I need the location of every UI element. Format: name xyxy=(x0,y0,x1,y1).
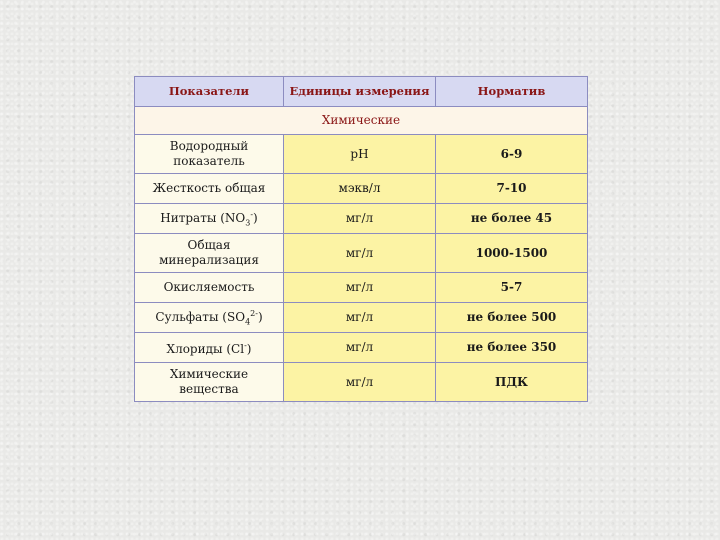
row-unit: pH xyxy=(284,135,436,174)
table-row xyxy=(135,303,588,333)
table-row xyxy=(135,174,588,204)
row-name-superscript: 2- xyxy=(250,308,258,318)
section-title: Химические xyxy=(135,107,588,135)
row-name xyxy=(135,333,284,363)
row-norm: 1000-1500 xyxy=(436,234,588,273)
row-unit: мг/л xyxy=(284,333,436,363)
row-norm: 6-9 xyxy=(436,135,588,174)
row-unit: мэкв/л xyxy=(284,174,436,204)
table-row xyxy=(135,333,588,363)
table-row xyxy=(135,273,588,303)
row-unit: мг/л xyxy=(284,303,436,333)
row-name-main: Сульфаты (SO xyxy=(155,309,246,324)
row-name xyxy=(135,303,284,333)
row-norm: 5-7 xyxy=(436,273,588,303)
row-name xyxy=(135,204,284,234)
row-unit: мг/л xyxy=(284,273,436,303)
table-row xyxy=(135,363,588,402)
row-name: Общая минерализация xyxy=(135,234,284,273)
row-unit: мг/л xyxy=(284,363,436,402)
row-norm: 7-10 xyxy=(436,174,588,204)
row-name-close: ) xyxy=(253,210,258,225)
table-header-row xyxy=(135,77,588,107)
row-name-main: Хлориды (Cl xyxy=(166,342,245,356)
row-name: Химические вещества xyxy=(135,363,284,402)
header-units: Единицы измерения xyxy=(284,77,436,107)
table-row xyxy=(135,135,588,174)
row-norm: не более 500 xyxy=(436,303,588,333)
table-row xyxy=(135,234,588,273)
table-row xyxy=(135,204,588,234)
row-norm: не более 350 xyxy=(436,333,588,363)
section-row xyxy=(135,107,588,135)
row-name-subscript: 3 xyxy=(245,218,251,228)
row-name: Водородный показатель xyxy=(135,135,284,174)
row-name-superscript: - xyxy=(250,209,254,219)
row-name-close: ) xyxy=(246,342,252,356)
row-name-close: ) xyxy=(257,309,263,324)
row-norm: не более 45 xyxy=(436,204,588,234)
row-unit: мг/л xyxy=(284,204,436,234)
water-quality-norms-table xyxy=(134,76,588,402)
row-name: Жесткость общая xyxy=(135,174,284,204)
row-name-main: Нитраты (NO xyxy=(160,210,246,225)
row-name-subscript: 4 xyxy=(245,317,251,327)
row-norm: ПДК xyxy=(436,363,588,402)
header-indicators: Показатели xyxy=(135,77,284,107)
header-norm: Норматив xyxy=(436,77,588,107)
row-name: Окисляемость xyxy=(135,273,284,303)
row-unit: мг/л xyxy=(284,234,436,273)
row-name-superscript: - xyxy=(244,341,247,350)
